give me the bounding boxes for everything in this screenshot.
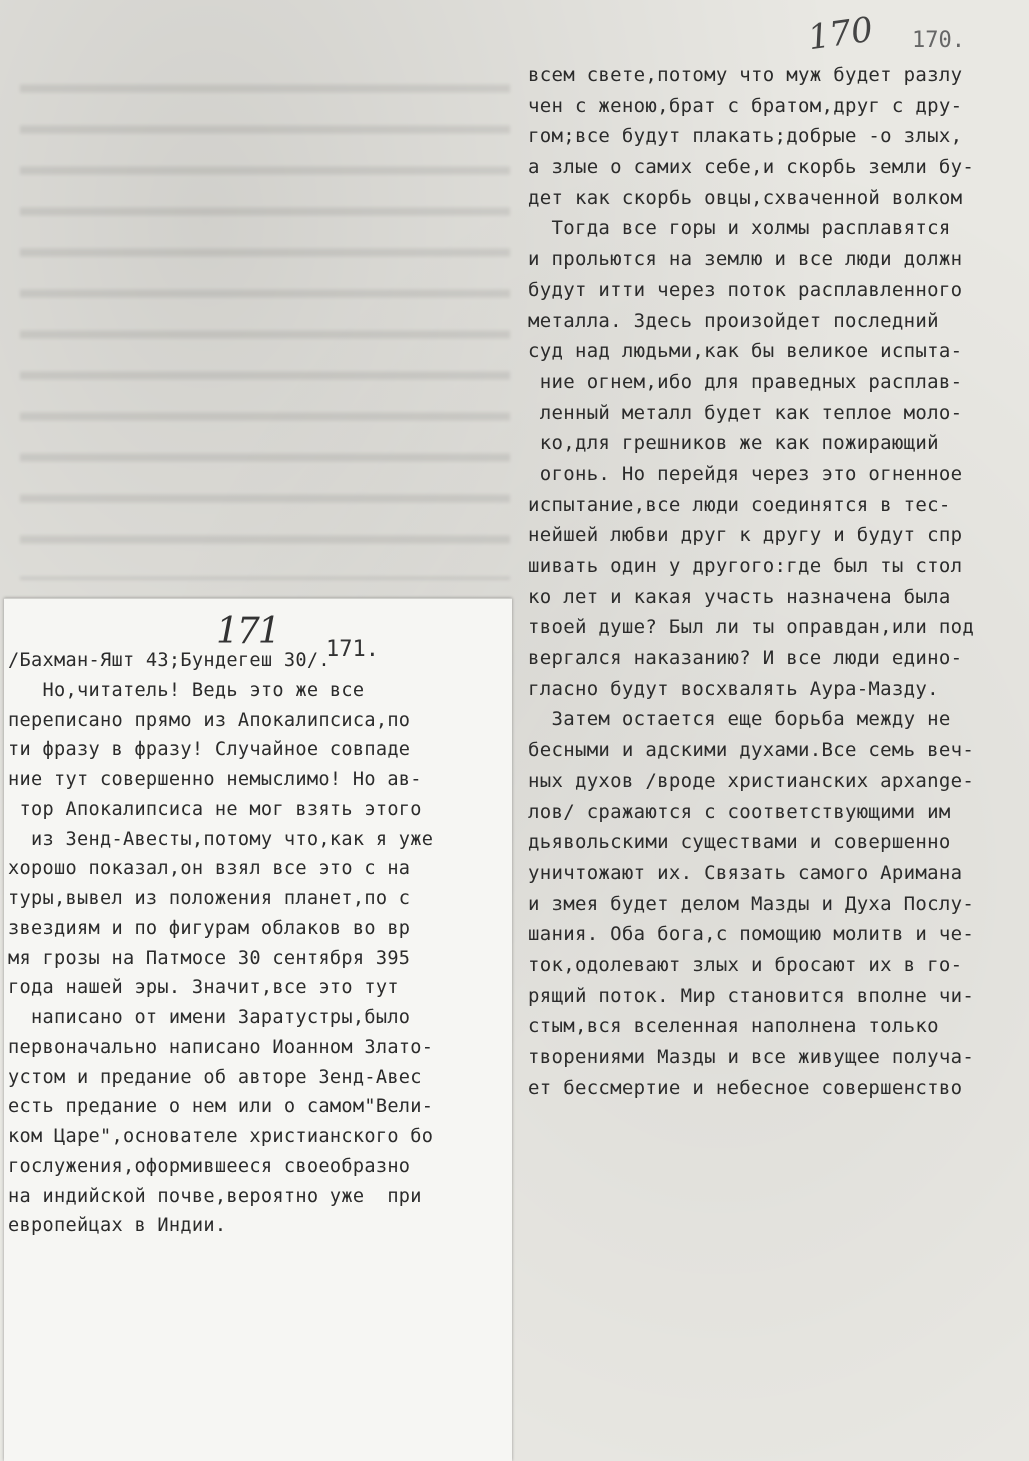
text-line: испытание,все люди соединятся в тес- (528, 493, 951, 516)
text-line: /Бахман-Яшт 43;Бундегеш 30/. (8, 650, 330, 671)
text-line: уничтожают их. Связать самого Аримана (528, 861, 963, 884)
text-line: суд над людьми,как бы великое испыта- (528, 340, 963, 363)
text-line: а злые о самих себе,и скорбь земли бу- (528, 156, 975, 179)
text-line: и прольются на землю и все люди должн (528, 248, 963, 271)
text-line: вергался наказанию? И все люди едино- (528, 647, 963, 670)
text-line: гом;все будут плакать;добрые -о злых, (528, 125, 963, 148)
text-line: ние огнем,ибо для праведных расплав- (528, 370, 963, 393)
text-line: есть предание о нем или о самом"Вели- (8, 1096, 434, 1118)
text-line: на индийской почве,вероятно уже при (8, 1185, 422, 1207)
text-line: всем свете,потому что муж будет разлу (528, 64, 963, 86)
text-line: ко лет и какая участь назначена была (528, 585, 951, 608)
right-text-column (528, 60, 1028, 1103)
typed-page-number: 170. (912, 28, 965, 53)
text-line: дьявольскими существами и совершенно (528, 831, 951, 854)
left-text-column (8, 646, 508, 1241)
handwritten-page-number: 170 (805, 9, 876, 59)
text-line: Тогда все горы и холмы расплавятся (528, 217, 951, 240)
text-line: европейцах в Индии. (8, 1215, 227, 1237)
text-line: ленный металл будет как теплое моло- (528, 401, 963, 424)
text-line: Затем остается еще борьба между не (528, 708, 951, 731)
text-line: устом и предание об авторе Зенд-Авес (8, 1066, 422, 1088)
text-line: из Зенд-Авесты,потому что,как я уже (8, 828, 434, 850)
text-line: гласно будут восхвалять Аура-Мазду. (528, 677, 939, 700)
text-line: лов/ сражаются с соответствующими им (528, 800, 951, 823)
text-line: Но,читатель! Ведь это же все (8, 679, 365, 701)
text-line: творениями Мазды и все живущее получа- (528, 1046, 975, 1068)
text-line: дет как скорбь овцы,схваченной волком (528, 186, 963, 209)
text-line: первоначально написано Иоанном Злато- (8, 1036, 434, 1058)
text-line: будут итти через поток расплавленного (528, 278, 963, 301)
text-line: ко,для грешников же как пожирающий (528, 432, 939, 455)
text-line: ет бессмертие и небесное совершенство (528, 1076, 963, 1099)
text-line: нейшей любви друг к другу и будут спр (528, 524, 963, 547)
text-line: огонь. Но перейдя через это огненное (528, 462, 963, 485)
text-line: бесными и адскими духами.Все семь веч- (528, 739, 975, 762)
text-line: шания. Оба бога,с помощию молитв и че- (528, 923, 975, 946)
text-line: ных духов /вроде христианских архange- (528, 769, 975, 792)
pasted-typed-page-number: 171. (326, 637, 379, 662)
text-line: тор Апокалипсиса не мог взять этого (8, 798, 422, 820)
text-line: написано от имени Заратустры,было (8, 1007, 411, 1028)
text-line: ти фразу в фразу! Случайное совпаде (8, 739, 411, 761)
text-line: ние тут совершенно немыслимо! Но ав- (8, 769, 422, 790)
text-line: чен с женою,брат с братом,друг с дру- (528, 94, 963, 117)
text-line: мя грозы на Патмосе 30 сентября 395 (8, 947, 411, 969)
text-line: звездиям и по фигурам облаков во вр (8, 917, 411, 939)
text-line: металла. Здесь произойдет последний (528, 309, 939, 332)
text-line: и змея будет делом Мазды и Духа Послу- (528, 892, 975, 915)
text-line: стым,вся вселенная наполнена только (528, 1015, 939, 1038)
text-line: ток,одолевают злых и бросают их в го- (528, 953, 963, 976)
faded-bleed-through-text (20, 60, 510, 580)
text-line: гослужения,оформившееся своеобразно (8, 1155, 411, 1177)
text-line: переписано прямо из Апокалипсиса,по (8, 709, 411, 731)
text-line: туры,вывел из положения планет,по с (8, 888, 411, 909)
text-line: ком Царе",основателе христианского бо (8, 1126, 434, 1147)
pasted-handwritten-page-number: 171 (216, 611, 279, 652)
text-line: хорошо показал,он взял все это с на (8, 858, 411, 880)
text-line: рящий поток. Мир становится вполне чи- (528, 984, 975, 1007)
text-line: года нашей эры. Значит,все это тут (8, 977, 399, 999)
text-line: шивать один у другого:где был ты стол (528, 555, 963, 577)
text-line: твоей душе? Был ли ты оправдан,или под (528, 616, 975, 639)
